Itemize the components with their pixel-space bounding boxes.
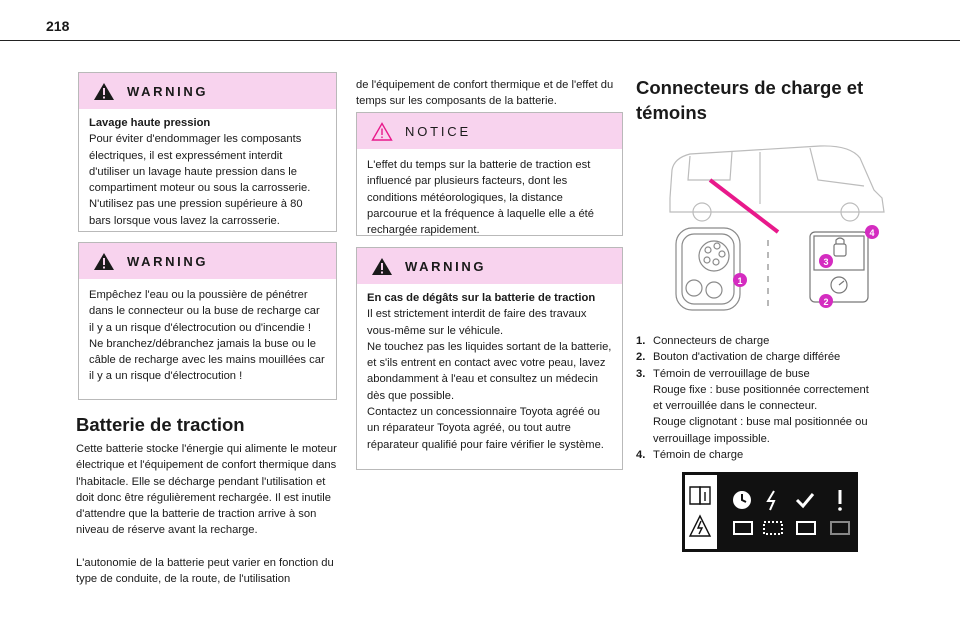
- list-text: verrouillage impossible.: [653, 432, 770, 445]
- warning-text: Contactez un concessionnaire Toyota agréé ou un réparateur Toyota agréé, ou tout autre réparateur qualifié pour faire vérifier le système.: [367, 406, 604, 451]
- list-item: [636, 366, 916, 447]
- status-square-dim-icon: [831, 522, 849, 534]
- warning-header: [79, 73, 336, 109]
- section-title-charge-connectors: [636, 75, 936, 125]
- list-number: 2.: [636, 351, 646, 364]
- list-text: Connecteurs de charge: [653, 335, 770, 347]
- charging-port-illustration: [660, 140, 900, 322]
- list-text: Témoin de verrouillage de buse: [653, 367, 810, 380]
- list-item: [636, 447, 916, 463]
- warning-text: Pour éviter d'endommager les composants électriques, il est expressément interdit d'utiliser un lavage haute pression dans le compartiment moteur ou sous la carrosserie. N'utilisez pas une pression supérieure à 80 bars lorsque vous lavez la carrosserie.: [89, 133, 311, 227]
- notice-triangle-icon: [371, 122, 393, 141]
- page-number: 218: [46, 18, 70, 34]
- section-title-line: témoins: [636, 102, 707, 123]
- list-text: Bouton d'activation de charge différée: [653, 351, 841, 364]
- charge-socket: [676, 228, 743, 310]
- warning-header: [357, 248, 622, 284]
- warning-triangle-icon: [93, 252, 115, 271]
- warning-label: WARNING: [405, 258, 487, 274]
- list-text: Rouge fixe : buse positionnée correctement: [653, 383, 869, 396]
- list-number: 1.: [636, 335, 646, 347]
- warning-label: WARNING: [127, 253, 209, 269]
- warning-text: Ne touchez pas les liquides sortant de la batterie, et s'ils entrent en contact avec votre peau, lavez abondamment à l'eau et consultez un médecin dès que possible.: [367, 340, 612, 402]
- callout-label: 1: [737, 276, 743, 286]
- indicator-symbols-panel: [682, 472, 858, 552]
- list-text: Témoin de charge: [653, 449, 744, 462]
- list-text: et verrouillée dans le connecteur.: [653, 400, 818, 413]
- warning-box-damaged-battery: [356, 247, 623, 470]
- check-icon: [797, 494, 813, 506]
- header-divider: [0, 40, 960, 41]
- legend-list: [636, 333, 916, 463]
- warning-box-high-pressure: [78, 72, 337, 232]
- warning-text: Ne branchez/débranchez jamais la buse ou le câble de recharge avec les mains mouillées car il y a un risque d'électrocution !: [89, 337, 325, 383]
- warning-header: [79, 243, 336, 279]
- list-number: 4.: [636, 449, 646, 462]
- list-item: [636, 333, 916, 349]
- status-square-icon: [797, 522, 815, 534]
- van-outline: [670, 146, 884, 221]
- callout-4: [865, 225, 879, 239]
- indicator-panel: [810, 232, 868, 302]
- status-square-dashed-icon: [764, 522, 782, 534]
- status-square-icon: [734, 522, 752, 534]
- notice-box: [356, 112, 623, 236]
- warning-title: En cas de dégâts sur la batterie de traction: [367, 292, 596, 304]
- section-paragraph: L'autonomie de la batterie peut varier en fonction du type de conduite, de la route, de l'utilisation: [76, 557, 334, 586]
- lightning-icon: [768, 491, 774, 510]
- warning-title: Lavage haute pression: [89, 117, 211, 129]
- section-title-line: Connecteurs de charge et: [636, 77, 864, 98]
- pointer-line: [710, 180, 778, 232]
- callout-label: 2: [823, 297, 829, 307]
- warning-text: Empêchez l'eau ou la poussière de pénétrer dans le connecteur ou la buse de recharge car il y a un risque d'électrocution ou d'incendie !: [89, 289, 320, 334]
- warning-label: WARNING: [127, 83, 209, 99]
- section-title-traction-battery: Batterie de traction: [76, 414, 245, 435]
- warning-box-water: [78, 242, 337, 400]
- notice-header: [357, 113, 622, 149]
- section-paragraph: Cette batterie stocke l'énergie qui alimente le moteur électrique et l'équipement de confort thermique dans l'habitacle. Elle se décharge pendant l'utilisation et doit donc être régulièrement rechargée. Il est inutile d'attendre que la batterie de traction arrive à son niveau de réserve avant la recharge.: [76, 443, 337, 537]
- callout-label: 4: [869, 228, 875, 238]
- callout-2: [819, 294, 833, 308]
- notice-text: L'effet du temps sur la batterie de traction est influencé par plusieurs facteurs, dont les conditions météorologiques, la distance parcourue et la fréquence à laquelle elle a été rechargée rapidement.: [367, 159, 595, 237]
- warning-triangle-icon: [371, 257, 393, 276]
- list-text: Rouge clignotant : buse mal positionnée ou: [653, 416, 868, 429]
- list-item: [636, 349, 916, 365]
- continued-paragraph: de l'équipement de confort thermique et de l'effet du temps sur les composants de la batterie.: [356, 79, 614, 108]
- warning-text: Il est strictement interdit de faire des travaux vous-même sur le véhicule.: [367, 308, 587, 337]
- callout-1: [733, 273, 747, 287]
- warning-triangle-icon: [93, 82, 115, 101]
- callout-label: 3: [823, 257, 829, 267]
- notice-label: NOTICE: [405, 123, 471, 139]
- callout-3: [819, 254, 833, 268]
- list-number: 3.: [636, 367, 646, 380]
